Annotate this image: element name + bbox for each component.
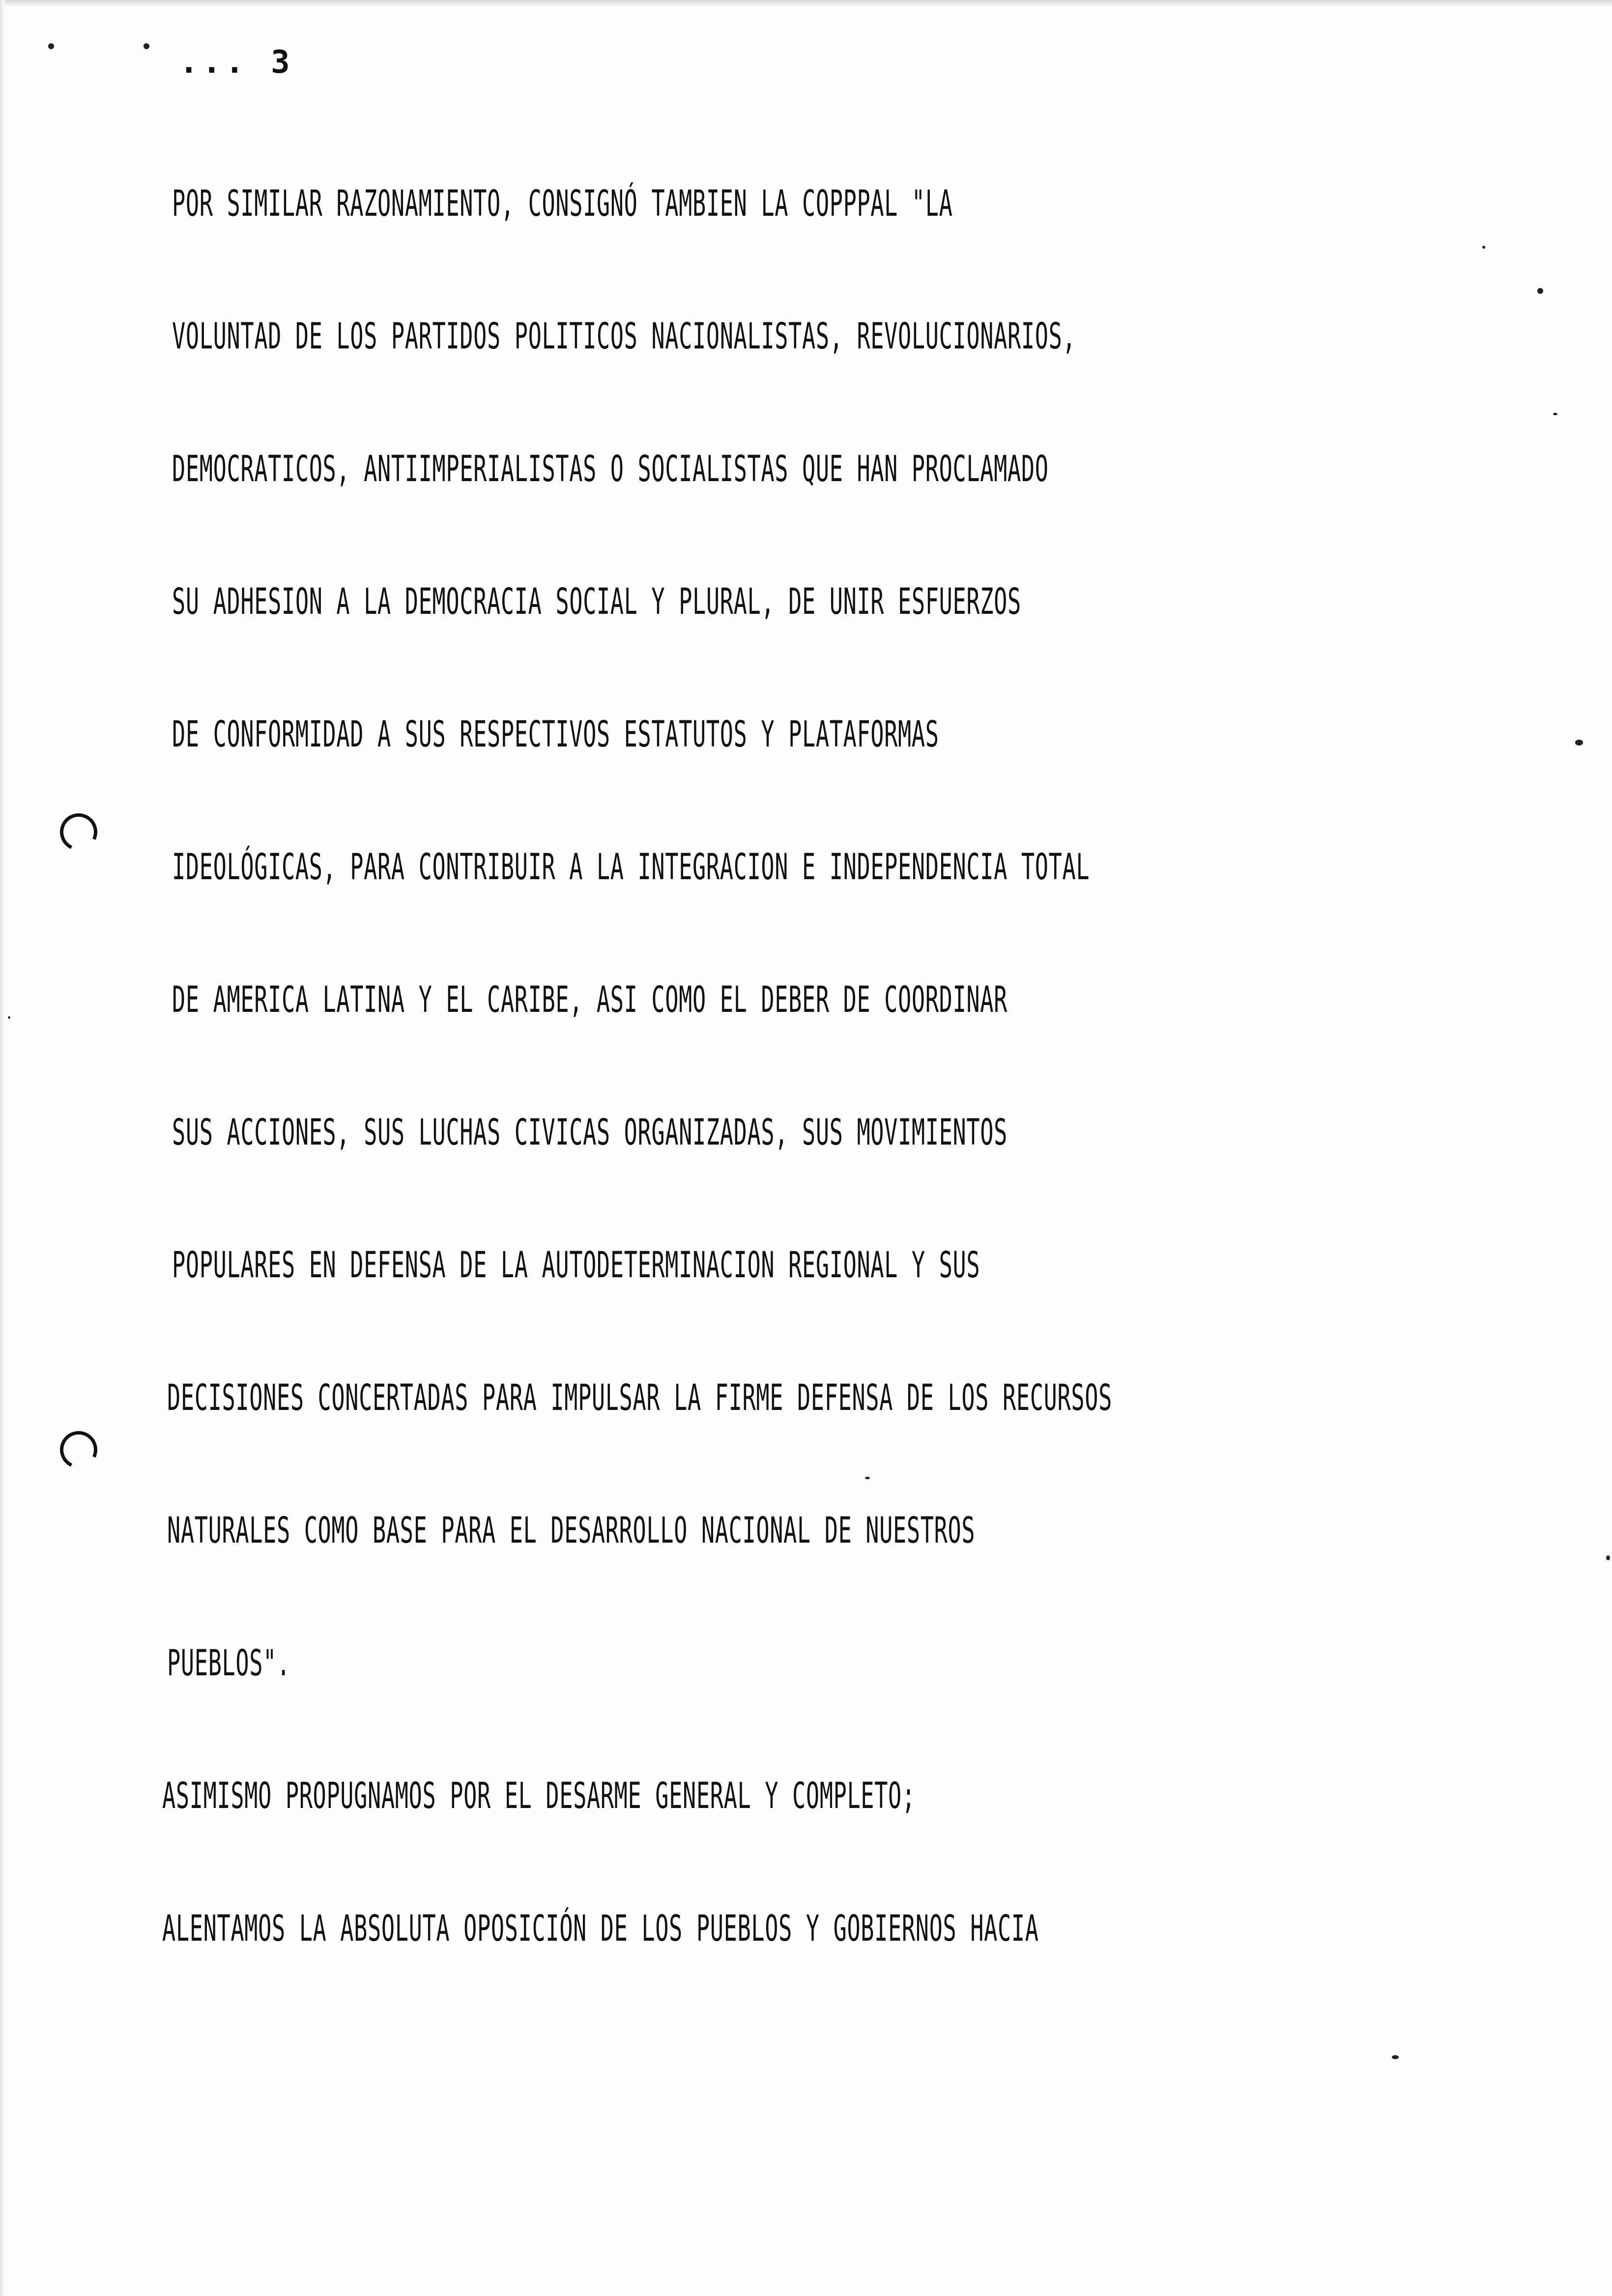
scan-left-edge	[0, 0, 5, 2296]
scan-speck	[1482, 246, 1485, 249]
text-line-11: NATURALES COMO BASE PARA EL DESARROLLO NACIONAL DE NUESTROS	[167, 1510, 976, 1551]
scan-speck	[1575, 740, 1583, 746]
scan-speck	[48, 43, 54, 49]
text-line-7: DE AMERICA LATINA Y EL CARIBE, ASI COMO EL DEBER DE COORDINAR	[172, 979, 1008, 1021]
scan-speck	[1553, 413, 1557, 415]
punch-hole-mark-bottom	[55, 1426, 102, 1473]
scan-speck	[1392, 2055, 1399, 2059]
text-line-6: IDEOLÓGICAS, PARA CONTRIBUIR A LA INTEGRACION E INDEPENDENCIA TOTAL	[172, 846, 1090, 888]
scan-speck	[144, 43, 149, 49]
text-line-12: PUEBLOS".	[167, 1642, 290, 1684]
punch-hole-mark-top	[55, 808, 102, 856]
text-line-3: DEMOCRATICOS, ANTIIMPERIALISTAS O SOCIALISTAS QUE HAN PROCLAMADO	[172, 448, 1049, 490]
text-line-13: ASIMISMO PROPUGNAMOS POR EL DESARME GENERAL Y COMPLETO;	[162, 1775, 916, 1817]
text-line-2: VOLUNTAD DE LOS PARTIDOS POLITICOS NACIONALISTAS, REVOLUCIONARIOS,	[172, 316, 1076, 357]
scan-top-edge	[0, 0, 1612, 7]
scan-speck	[1537, 288, 1543, 294]
scan-speck	[865, 1477, 870, 1479]
text-line-1: POR SIMILAR RAZONAMIENTO, CONSIGNÓ TAMBIEN LA COPPPAL "LA	[172, 183, 953, 225]
page-number: ... 3	[179, 44, 294, 81]
text-line-10: DECISIONES CONCERTADAS PARA IMPULSAR LA FIRME DEFENSA DE LOS RECURSOS	[167, 1377, 1112, 1419]
text-line-8: SUS ACCIONES, SUS LUCHAS CIVICAS ORGANIZADAS, SUS MOVIMIENTOS	[172, 1112, 1008, 1153]
text-line-4: SU ADHESION A LA DEMOCRACIA SOCIAL Y PLURAL, DE UNIR ESFUERZOS	[172, 581, 1021, 623]
scan-speck	[1606, 1555, 1610, 1560]
scan-speck	[8, 1016, 10, 1019]
text-line-5: DE CONFORMIDAD A SUS RESPECTIVOS ESTATUTOS Y PLATAFORMAS	[172, 714, 939, 755]
text-line-14: ALENTAMOS LA ABSOLUTA OPOSICIÓN DE LOS PUEBLOS Y GOBIERNOS HACIA	[162, 1908, 1039, 1950]
text-line-9: POPULARES EN DEFENSA DE LA AUTODETERMINACION REGIONAL Y SUS	[172, 1244, 980, 1286]
